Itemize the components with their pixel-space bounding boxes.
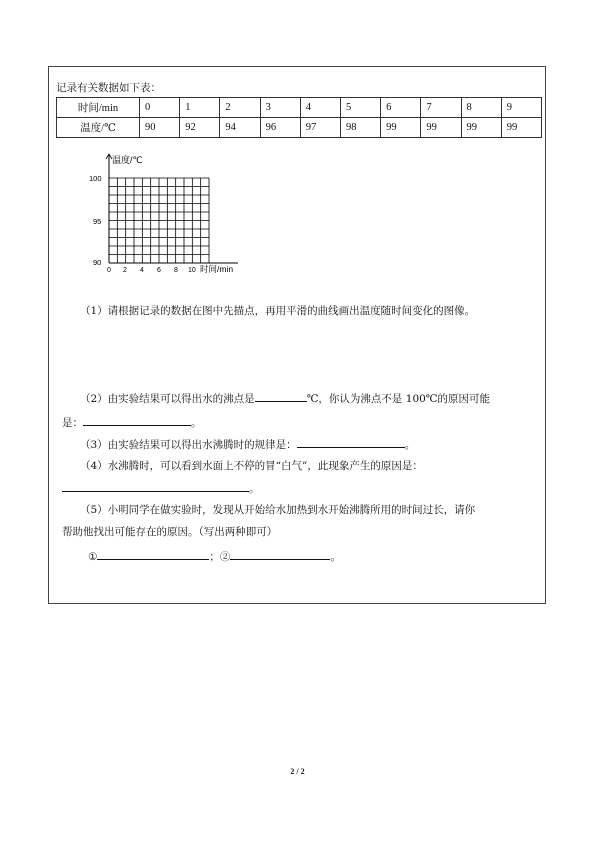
question-5-text: 。 [330,551,341,563]
table-cell: 97 [300,118,340,138]
table-cell: 0 [140,98,180,118]
question-2-text: ℃，你认为沸点不是 100℃的原因可能 [306,393,491,405]
table-cell: 92 [180,118,220,138]
x-tick-label: 0 [107,267,111,274]
table-cell: 6 [381,98,421,118]
table-cell: 9 [501,98,541,118]
question-2-text: 是： [62,417,83,429]
table-cell: 7 [421,98,461,118]
question-3 [80,436,415,452]
x-tick-label: 2 [123,267,127,274]
question-2-text: 。 [191,417,202,429]
table-cell: 94 [220,118,260,138]
question-2-line1 [80,390,490,406]
blank-graph [88,150,248,276]
table-cell: 90 [140,118,180,138]
table-row-temperature [57,118,542,138]
question-5-text: ① [88,551,98,563]
table-cell: 99 [461,118,501,138]
table-cell: 3 [260,98,300,118]
intro-text: 记录有关数据如下表： [56,82,161,94]
table-header-time: 时间/min [57,98,140,118]
table-header-temperature: 温度/℃ [57,118,140,138]
question-5-line3 [88,548,341,564]
question-4-line2 [62,480,260,496]
answer-blank-boiling-point[interactable] [255,390,307,402]
answer-blank-boiling-rule[interactable] [297,436,405,448]
table-cell: 98 [340,118,380,138]
question-5-line1: （5）小明同学在做实验时，发现从开始给水加热到水开始沸腾所用的时间过长，请你 [80,504,476,516]
question-4-line1: （4）水沸腾时，可以看到水面上不停的冒“白气”，此现象产生的原因是： [80,460,423,472]
table-cell: 1 [180,98,220,118]
question-5-line2: 帮助他找出可能存在的原因。（写出两种即可） [62,526,278,538]
graph-grid [109,178,209,263]
question-1: （1）请根据记录的数据在图中先描点，再用平滑的曲线画出温度随时间变化的图像。 [80,305,476,317]
x-tick-label: 4 [140,267,144,274]
answer-blank-white-gas[interactable] [62,480,249,492]
x-tick-label: 6 [157,267,161,274]
table-cell: 99 [381,118,421,138]
data-table [56,97,542,138]
question-3-text: 。 [404,439,416,451]
page-number: 2 / 2 [290,767,305,776]
table-cell: 2 [220,98,260,118]
y-tick-label: 90 [93,258,102,267]
table-cell: 5 [340,98,380,118]
question-3-text: （3）由实验结果可以得出水沸腾时的规律是： [80,439,297,451]
x-axis-label: 时间/min [200,264,234,274]
table-cell: 8 [461,98,501,118]
x-tick-label: 8 [174,267,178,274]
y-axis-label: 温度/℃ [112,155,143,165]
table-cell: 4 [300,98,340,118]
y-tick-label: 100 [89,174,102,183]
answer-blank-reason-2[interactable] [230,548,330,560]
table-row-time [57,98,542,118]
table-cell: 99 [421,118,461,138]
table-cell: 99 [501,118,541,138]
x-tick-label: 10 [188,267,196,274]
question-5-text: ；② [209,551,231,563]
question-2-line2 [62,414,202,430]
question-2-text: （2）由实验结果可以得出水的沸点是 [80,393,255,405]
table-cell: 96 [260,118,300,138]
question-4-text: 。 [249,483,260,495]
answer-blank-reason[interactable] [83,414,191,426]
y-tick-label: 95 [93,217,102,226]
answer-blank-reason-1[interactable] [97,548,209,560]
